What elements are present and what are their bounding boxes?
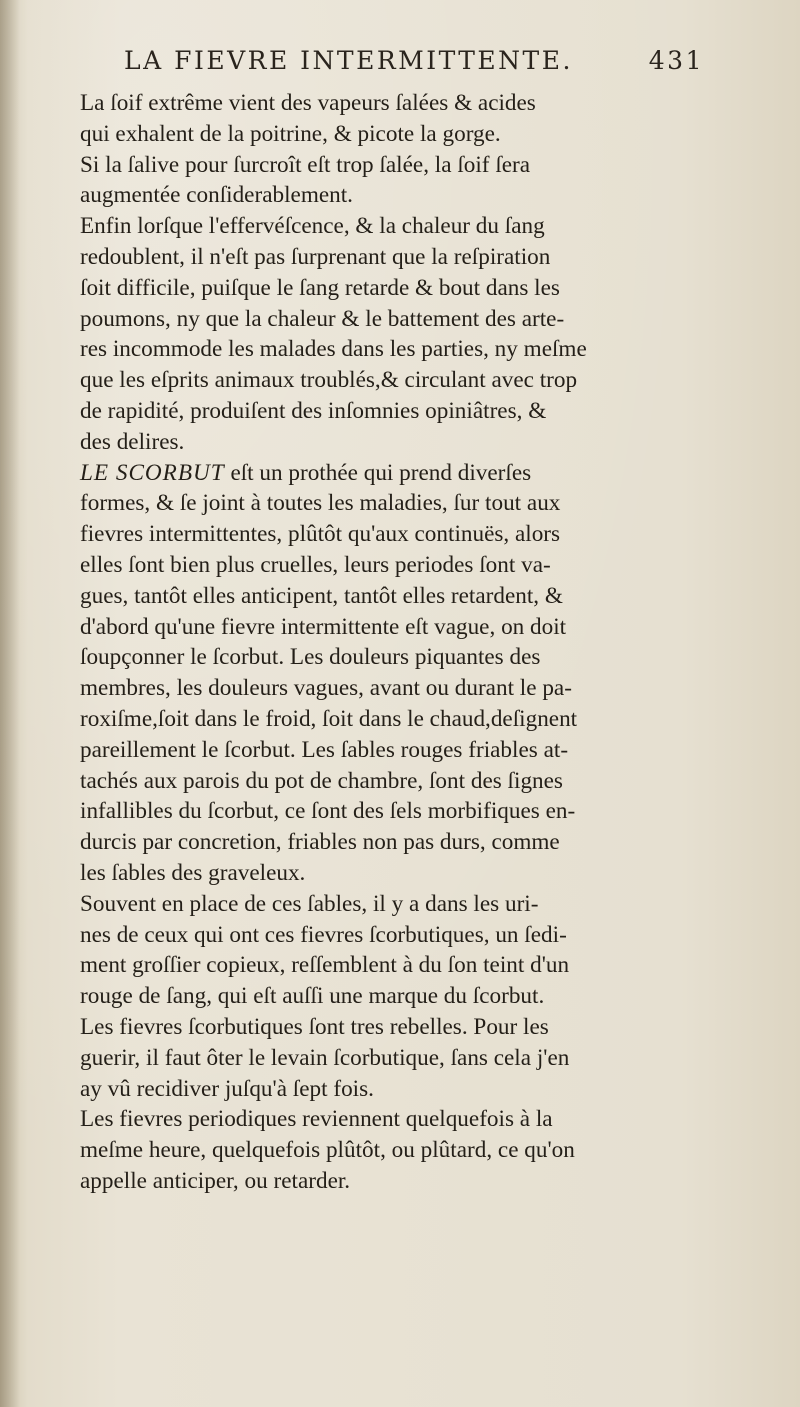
text-line: ment groſſier copieux, reſſemblent à du ſon teint d'un: [80, 952, 570, 979]
text-line: [54, 458, 706, 489]
binding-shadow: [0, 0, 20, 1407]
text-line: appelle anticiper, ou retarder.: [80, 1167, 351, 1194]
text-line: que les eſprits animaux troublés,& circulant avec trop: [80, 367, 578, 394]
paragraph: [54, 889, 706, 1012]
section-lead: LE SCORBUT: [80, 459, 225, 486]
text-line: pareillement le ſcorbut. Les ſables rouges friables at-: [80, 736, 569, 763]
text-line: Souvent en place de ces ſables, il y a dans les uri-: [80, 890, 539, 917]
running-title: LA FIEVRE INTERMITTENTE.: [124, 46, 573, 75]
text-line: tachés aux parois du pot de chambre, ſont des ſignes: [80, 767, 563, 794]
text-line: gues, tantôt elles anticipent, tantôt elles retardent, &: [80, 582, 563, 609]
text-line: Les fievres ſcorbutiques ſont tres rebelles. Pour les: [80, 1013, 549, 1040]
text-line: poumons, ny que la chaleur & le battement des arte-: [80, 305, 565, 332]
paragraph: [54, 458, 706, 889]
text-line: membres, les douleurs vagues, avant ou durant le pa-: [80, 675, 572, 702]
text-line: roxiſme,ſoit dans le froid, ſoit dans le chaud,deſignent: [80, 705, 578, 732]
text-line: des delires.: [80, 428, 185, 455]
text-line: ſoupçonner le ſcorbut. Les douleurs piquantes des: [80, 644, 541, 671]
text-fragment: eſt un prothée qui prend diverſes: [224, 459, 532, 486]
body-text: [54, 88, 706, 1197]
text-line: d'abord qu'une fievre intermittente eſt vague, on doit: [80, 613, 567, 640]
text-line: durcis par concretion, friables non pas durs, comme: [80, 829, 560, 856]
text-line: les ſables des graveleux.: [80, 859, 306, 886]
text-line: guerir, il faut ôter le levain ſcorbutique, ſans cela j'en: [80, 1044, 570, 1071]
text-line: redoublent, il n'eſt pas ſurprenant que la reſpiration: [80, 243, 551, 270]
paragraph: [54, 211, 706, 457]
text-line: La ſoif extrême vient des vapeurs ſalées & acides: [80, 90, 536, 116]
text-line: rouge de ſang, qui eſt auſſi une marque du ſcorbut.: [80, 983, 545, 1010]
text-line: ay vû recidiver juſqu'à ſept fois.: [80, 1075, 374, 1102]
text-line: Enfin lorſque l'effervéſcence, & la chaleur du ſang: [80, 213, 545, 240]
text-line: elles ſont bien plus cruelles, leurs periodes ſont va-: [80, 551, 551, 578]
text-line: meſme heure, quelquefois plûtôt, ou plûtard, ce qu'on: [80, 1137, 575, 1164]
paragraph: [54, 150, 706, 212]
text-line: res incommode les malades dans les parties, ny meſme: [80, 336, 587, 363]
text-line: Les fievres periodiques reviennent quelquefois à la: [80, 1106, 553, 1133]
paragraph: [54, 88, 706, 150]
text-line: Si la ſalive pour ſurcroît eſt trop ſalée, la ſoif ſera: [80, 151, 531, 178]
page-number: 431: [648, 46, 704, 75]
paragraph: [54, 1104, 706, 1196]
text-line: formes, & ſe joint à toutes les maladies, ſur tout aux: [80, 490, 561, 517]
text-line: de rapidité, produiſent des inſomnies opiniâtres, &: [80, 397, 547, 424]
running-header: [124, 46, 704, 75]
text-line: augmentée conſiderablement.: [80, 182, 353, 209]
text-line: qui exhalent de la poitrine, & picote la gorge.: [80, 120, 501, 147]
text-line: infallibles du ſcorbut, ce ſont des ſels morbifiques en-: [80, 798, 576, 825]
text-line: fievres intermittentes, plûtôt qu'aux continuës, alors: [80, 521, 561, 548]
text-line: nes de ceux qui ont ces fievres ſcorbutiques, un ſedi-: [80, 921, 567, 948]
paragraph: [54, 1012, 706, 1104]
text-line: ſoit difficile, puiſque le ſang retarde & bout dans les: [80, 274, 560, 301]
